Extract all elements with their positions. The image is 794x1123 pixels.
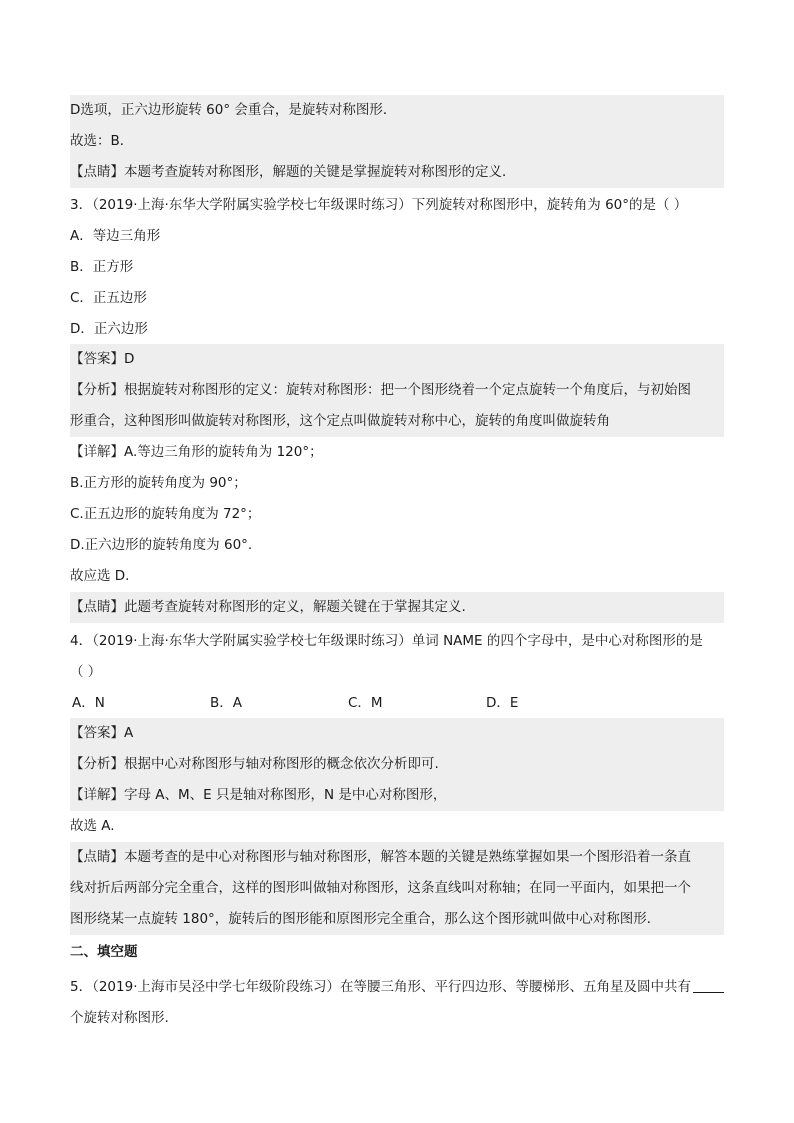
q4-option-c: C．M [348,695,383,711]
q4-options-row [70,688,724,719]
q3-analysis-line2: 形重合，这种图形叫做旋转对称图形，这个定点叫做旋转对称中心，旋转的角度叫做旋转角 [70,406,724,437]
q3-comment: 【点睛】此题考查旋转对称图形的定义，解题关键在于掌握其定义. [70,592,724,623]
q3-option-b: B．正方形 [70,259,134,275]
q3-detail-line4: D.正六边形的旋转角度为 60°. [70,537,253,553]
q5-stem-text: 5．（2019·上海市吴泾中学七年级阶段练习）在等腰三角形、平行四边形、等腰梯形、五角星及圆中共有 [70,979,691,995]
q4-option-b: B．A [210,695,242,711]
prev-comment: 【点睛】本题考查旋转对称图形，解题的关键是掌握旋转对称图形的定义． [70,157,724,188]
q5-stem-line1 [70,972,724,1003]
q3-analysis-line1: 【分析】根据旋转对称图形的定义：旋转对称图形：把一个图形绕着一个定点旋转一个角度后，与初始图 [70,375,724,406]
q3-stem: 3．（2019·上海·东华大学附属实验学校七年级课时练习）下列旋转对称图形中，旋转角为 60°的是（ ） [70,197,688,213]
q4-stem-line1: 4．（2019·上海·东华大学附属实验学校七年级课时练习）单词 NAME 的四个字母中，是中心对称图形的是 [70,633,703,649]
prev-answer: 故选：B． [70,126,724,157]
q3-option-c: C．正五边形 [70,290,147,306]
q3-option-d: D．正六边形 [70,321,148,337]
q4-stem-line2: （ ） [70,664,102,680]
q3-answer: 【答案】D [70,344,724,375]
q3-detail-line5: 故应选 D. [70,568,130,584]
q3-detail-line2: B.正方形的旋转角度为 90°； [70,475,247,491]
q4-detail: 【详解】字母 A、M、E 只是轴对称图形，N 是中心对称图形， [70,780,724,811]
q3-option-a: A．等边三角形 [70,228,161,244]
prev-option-d-text: D选项，正六边形旋转 60° 会重合，是旋转对称图形． [70,95,724,126]
q4-comment-line3: 图形绕某一点旋转 180°，旋转后的图形能和原图形完全重合，那么这个图形就叫做中心对称图形． [70,904,724,935]
answer-blank [693,976,724,993]
q4-comment-line1: 【点睛】本题考查的是中心对称图形与轴对称图形，解答本题的关键是熟练掌握如果一个图形沿着一条直 [70,842,724,873]
q3-detail-line1: 【详解】A.等边三角形的旋转角为 120°； [70,444,323,460]
q4-option-a: A．N [72,695,105,711]
q3-detail-line3: C.正五边形的旋转角度为 72°； [70,506,261,522]
q4-analysis: 【分析】根据中心对称图形与轴对称图形的概念依次分析即可. [70,749,724,780]
q4-choose: 故选 A. [70,818,115,834]
q4-option-d: D．E [486,695,519,711]
section-title: 二、填空题 [70,944,138,960]
q4-answer: 【答案】A [70,718,724,749]
q5-stem-line2: 个旋转对称图形. [70,1010,169,1026]
q4-comment-line2: 线对折后两部分完全重合，这样的图形叫做轴对称图形，这条直线叫对称轴；在同一平面内，如果把一个 [70,873,724,904]
